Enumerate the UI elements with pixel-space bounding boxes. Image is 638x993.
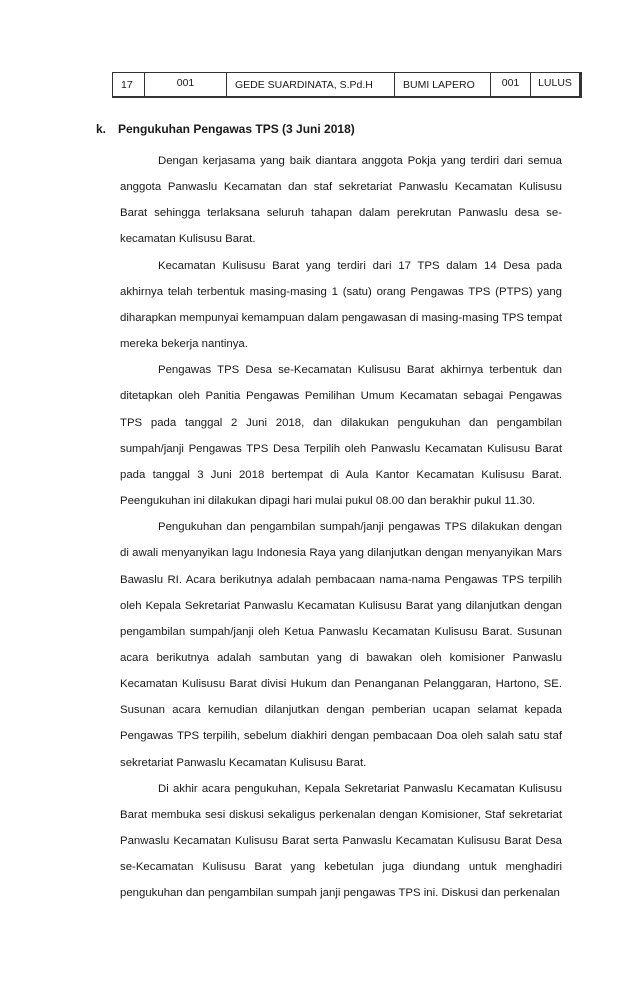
cell-village: BUMI LAPERO — [395, 73, 491, 96]
table-row — [112, 72, 582, 98]
section-marker: k. — [96, 122, 107, 136]
paragraph: Kecamatan Kulisusu Barat yang terdiri dari 17 TPS dalam 14 Desa pada akhirnya telah terbentuk masing-masing 1 (satu) orang Pengawas TPS (PTPS) yang diharapkan mempunyai kemampuan dalam pengawasan di masing-masing TPS tempat mereka bekerja nantinya. — [120, 259, 562, 351]
paragraph: Dengan kerjasama yang baik diantara anggota Pokja yang terdiri dari semua anggota Panwaslu Kecamatan dan staf sekretariat Panwaslu Kecamatan Kulisusu Barat sehingga terlaksana seluruh tahapan dalam perekrutan Panwaslu desa se-kecamatan Kulisusu Barat. — [120, 155, 562, 246]
cell-name: GEDE SUARDINATA, S.Pd.H — [227, 73, 395, 96]
cell-number: 17 — [113, 73, 145, 96]
paragraph: Pengukuhan dan pengambilan sumpah/janji pengawas TPS dilakukan dengan di awali menyanyikan lagu Indonesia Raya yang dilanjutkan dengan menyanyikan Mars Bawaslu RI. Acara berikutnya adalah pembacaan nama-nama Pengawas TPS terpilih oleh Kepala Sekretariat Panwaslu Kecamatan Kulisusu Barat yang dilanjutkan dengan pengambilan sumpah/janji oleh Ketua Panwaslu Kecamatan Kulisusu Barat. Susunan acara berikutnya adalah sambutan yang di bawakan oleh komisioner Panwaslu Kecamatan Kulisusu Barat divisi Hukum dan Penanganan Pelanggaran, Hartono, SE. Susunan acara kemudian dilanjutkan dengan pemberian ucapan selamat kepada Pengawas TPS terpilih, sebelum diakhiri dengan pembacaan Doa oleh salah satu staf sekretariat Panwaslu Kecamatan Kulisusu Barat. — [120, 521, 562, 769]
section-heading — [96, 122, 355, 136]
section-title: Pengukuhan Pengawas TPS (3 Juni 2018) — [118, 122, 355, 136]
body-text — [120, 148, 562, 907]
paragraph: Pengawas TPS Desa se-Kecamatan Kulisusu Barat akhirnya terbentuk dan ditetapkan oleh Panitia Pengawas Pemilihan Umum Kecamatan sebagai Pengawas TPS pada tanggal 2 Juni 2018, dan dilakukan pengukuhan dan pengambilan sumpah/janji Pengawas TPS Desa Terpilih oleh Panwaslu Kecamatan Kulisusu Barat pada tanggal 3 Juni 2018 bertempat di Aula Kantor Kecamatan Kulisusu Barat. Peengukuhan ini dilakukan dipagi hari mulai pukul 08.00 dan berakhir pukul 11.30. — [120, 364, 562, 508]
cell-code: 001 — [491, 73, 531, 96]
cell-status: LULUS — [538, 77, 572, 89]
cell-tps: 001 — [145, 73, 227, 96]
paragraph: Di akhir acara pengukuhan, Kepala Sekretariat Panwaslu Kecamatan Kulisusu Barat membuka sesi diskusi sekaligus perkenalan dengan Komisioner, Staf sekretariat Panwaslu Kecamatan Kulisusu Barat serta Panwaslu Kecamatan Kulisusu Barat Desa se-Kecamatan Kulisusu Barat yang kebetulan juga diundang untuk menghadiri pengukuhan dan pengambilan sumpah janji pengawas TPS ini. Diskusi dan perkenalan — [120, 782, 562, 900]
